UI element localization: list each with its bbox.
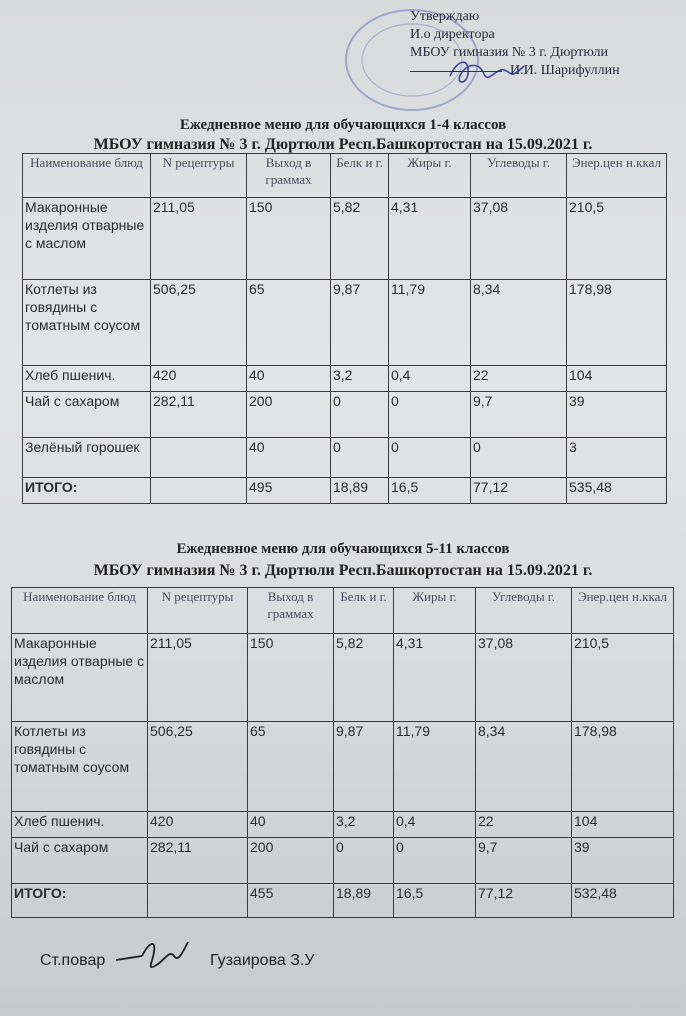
fat-value: 0,4 [389, 366, 471, 392]
menu-1-table [22, 153, 667, 504]
table-row [23, 392, 667, 438]
total-label: ИТОГО: [23, 478, 151, 504]
approval-position: И.о директора [410, 27, 495, 42]
fat-value: 0 [389, 438, 471, 478]
fat-value: 0 [389, 392, 471, 438]
header-weight: Выход в граммах [247, 154, 331, 198]
fat-value: 0,4 [394, 812, 476, 838]
protein-value: 0 [334, 838, 394, 884]
table-row [12, 634, 674, 722]
total-row [12, 884, 674, 918]
weight-value: 150 [248, 634, 334, 722]
carbs-value: 0 [471, 438, 567, 478]
total-recipe [151, 478, 247, 504]
menu-2-table [11, 587, 674, 918]
protein-value: 0 [331, 438, 389, 478]
fat-value: 4,31 [394, 634, 476, 722]
dish-name: Хлеб пшенич. [12, 812, 148, 838]
weight-value: 40 [247, 366, 331, 392]
approval-signer-row [410, 62, 620, 80]
total-energy: 535,48 [567, 478, 667, 504]
recipe-number [151, 438, 247, 478]
carbs-value: 9,7 [471, 392, 567, 438]
table-row [23, 280, 667, 366]
energy-value: 210,5 [567, 198, 667, 280]
header-recipe: N рецептуры [148, 588, 248, 634]
table-row [12, 812, 674, 838]
fat-value: 4,31 [389, 198, 471, 280]
total-carbs: 77,12 [471, 478, 567, 504]
header-protein: Белк и г. [331, 154, 389, 198]
protein-value: 0 [331, 392, 389, 438]
total-carbs: 77,12 [476, 884, 572, 918]
header-fat: Жиры г. [389, 154, 471, 198]
carbs-value: 22 [471, 366, 567, 392]
energy-value: 210,5 [572, 634, 674, 722]
weight-value: 65 [247, 280, 331, 366]
total-protein: 18,89 [331, 478, 389, 504]
recipe-number: 420 [148, 812, 248, 838]
footer [40, 952, 315, 970]
dish-name: Котлеты из говядины с томатным соусом [12, 722, 148, 812]
header-fat: Жиры г. [394, 588, 476, 634]
protein-value: 3,2 [331, 366, 389, 392]
dish-name: Хлеб пшенич. [23, 366, 151, 392]
weight-value: 200 [247, 392, 331, 438]
menu-1-title: Ежедневное меню для обучающихся 1-4 классов [179, 117, 507, 133]
table-row [12, 722, 674, 812]
table-header-row [12, 588, 674, 634]
energy-value: 39 [567, 392, 667, 438]
table-row [12, 838, 674, 884]
approval-title: Утверждаю [410, 9, 480, 24]
table-header-row [23, 154, 667, 198]
fat-value: 11,79 [389, 280, 471, 366]
table-row [23, 198, 667, 280]
header-weight: Выход в граммах [248, 588, 334, 634]
energy-value: 104 [572, 812, 674, 838]
dish-name: Макаронные изделия отварные с маслом [12, 634, 148, 722]
header-dish: Наименование блюд [12, 588, 148, 634]
dish-name: Чай с сахаром [12, 838, 148, 884]
header-dish: Наименование блюд [23, 154, 151, 198]
total-label: ИТОГО: [12, 884, 148, 918]
total-row [23, 478, 667, 504]
cook-signature-icon [112, 934, 192, 978]
protein-value: 5,82 [331, 198, 389, 280]
total-fat: 16,5 [394, 884, 476, 918]
approval-school: МБОУ гимназия № 3 г. Дюртюли [410, 45, 608, 60]
weight-value: 150 [247, 198, 331, 280]
energy-value: 104 [567, 366, 667, 392]
total-protein: 18,89 [334, 884, 394, 918]
recipe-number: 506,25 [151, 280, 247, 366]
protein-value: 9,87 [334, 722, 394, 812]
carbs-value: 37,08 [471, 198, 567, 280]
recipe-number: 211,05 [148, 634, 248, 722]
weight-value: 40 [248, 812, 334, 838]
carbs-value: 37,08 [476, 634, 572, 722]
carbs-value: 9,7 [476, 838, 572, 884]
fat-value: 11,79 [394, 722, 476, 812]
menu-1-subtitle: МБОУ гимназия № 3 г. Дюртюли Респ.Башкортостан на 15.09.2021 г. [93, 136, 593, 153]
header-energy: Энер.цен н.ккал [572, 588, 674, 634]
protein-value: 3,2 [334, 812, 394, 838]
total-recipe [148, 884, 248, 918]
menu-2-title: Ежедневное меню для обучающихся 5-11 классов [176, 541, 510, 557]
header-carbs: Углеводы г. [476, 588, 572, 634]
dish-name: Макаронные изделия отварные с маслом [23, 198, 151, 280]
recipe-number: 506,25 [148, 722, 248, 812]
weight-value: 40 [247, 438, 331, 478]
carbs-value: 8,34 [476, 722, 572, 812]
dish-name: Зелёный горошек [23, 438, 151, 478]
header-energy: Энер.цен н.ккал [567, 154, 667, 198]
recipe-number: 282,11 [151, 392, 247, 438]
header-recipe: N рецептуры [151, 154, 247, 198]
total-fat: 16,5 [389, 478, 471, 504]
energy-value: 3 [567, 438, 667, 478]
approval-signer: И.И. Шарифуллин [510, 63, 620, 78]
dish-name: Чай с сахаром [23, 392, 151, 438]
fat-value: 0 [394, 838, 476, 884]
cook-name: Гузаирова З.У [210, 952, 315, 969]
energy-value: 178,98 [572, 722, 674, 812]
energy-value: 178,98 [567, 280, 667, 366]
energy-value: 39 [572, 838, 674, 884]
carbs-value: 8,34 [471, 280, 567, 366]
recipe-number: 282,11 [148, 838, 248, 884]
total-weight: 455 [248, 884, 334, 918]
weight-value: 200 [248, 838, 334, 884]
protein-value: 5,82 [334, 634, 394, 722]
cook-role: Ст.повар [40, 952, 106, 969]
recipe-number: 420 [151, 366, 247, 392]
dish-name: Котлеты из говядины с томатным соусом [23, 280, 151, 366]
carbs-value: 22 [476, 812, 572, 838]
approval-block [410, 8, 620, 80]
table-row [23, 438, 667, 478]
weight-value: 65 [248, 722, 334, 812]
total-weight: 495 [247, 478, 331, 504]
header-protein: Белк и г. [334, 588, 394, 634]
total-energy: 532,48 [572, 884, 674, 918]
signature-line [410, 71, 502, 72]
table-row [23, 366, 667, 392]
protein-value: 9,87 [331, 280, 389, 366]
recipe-number: 211,05 [151, 198, 247, 280]
header-carbs: Углеводы г. [471, 154, 567, 198]
menu-2-subtitle: МБОУ гимназия № 3 г. Дюртюли Респ.Башкортостан на 15.09.2021 г. [93, 562, 593, 579]
